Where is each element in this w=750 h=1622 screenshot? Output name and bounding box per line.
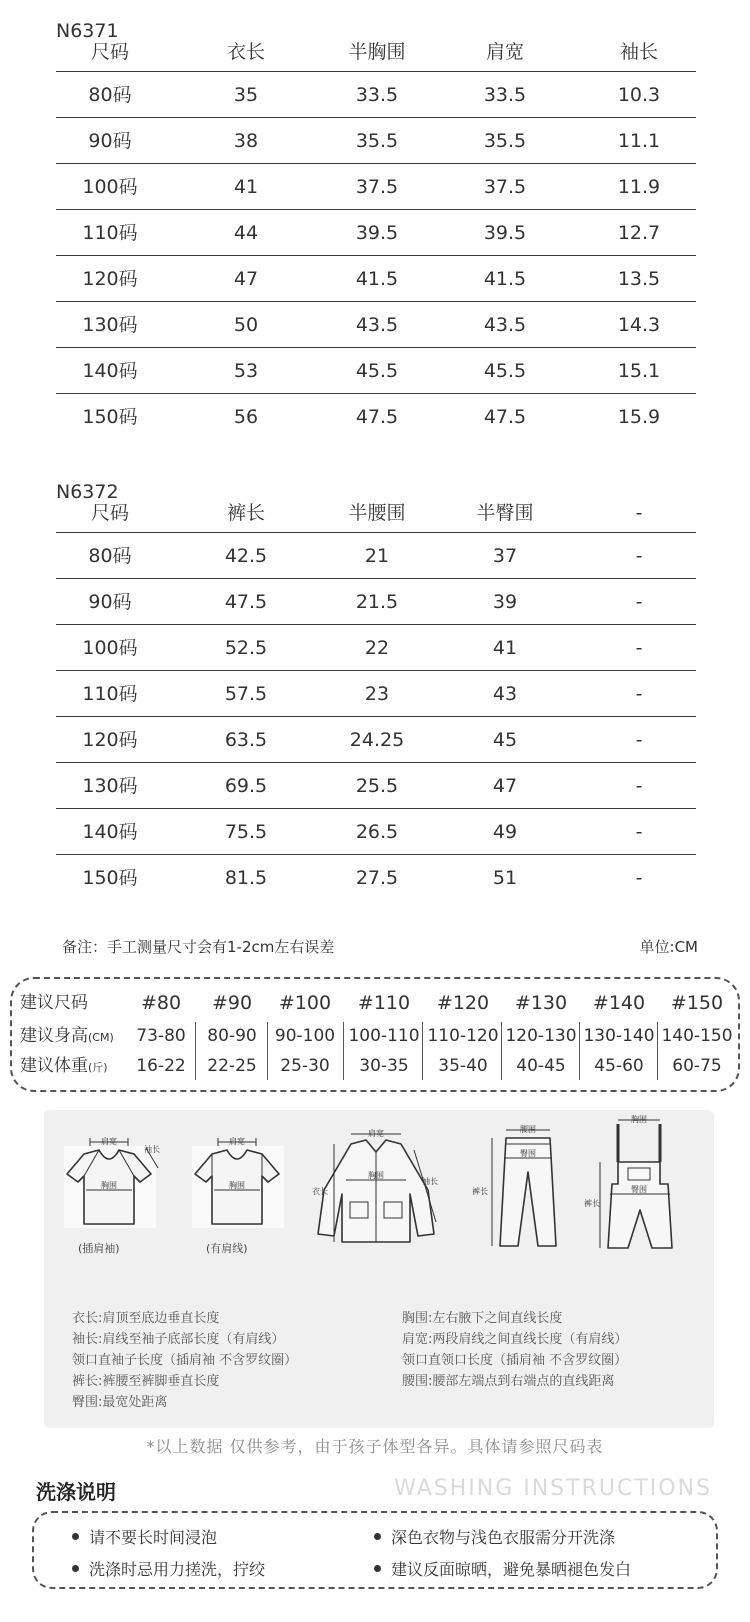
table-cell: 47.5	[355, 406, 399, 428]
table-cell: -	[635, 729, 643, 751]
table-cell: 47	[492, 775, 518, 797]
bullet-icon	[72, 1565, 79, 1572]
table-cell: 100码	[82, 637, 138, 659]
tee-raglan-figure	[54, 1128, 164, 1238]
table-cell: -	[635, 591, 643, 613]
header-cell: 裤长	[226, 502, 265, 524]
recommend-height-row	[12, 1021, 738, 1051]
label-shoulder: 肩宽	[229, 1137, 245, 1146]
label-hip: 臀围	[520, 1149, 536, 1158]
recommend-weight-label: 建议体重(斤)	[20, 1056, 108, 1076]
column-divider	[422, 1022, 423, 1080]
size-table-n6371	[56, 41, 696, 440]
label-pants-length: 裤长	[472, 1187, 488, 1196]
recommend-size-cell: #120	[436, 992, 490, 1014]
header-cell: 半臀围	[476, 502, 534, 524]
table-cell: 41.5	[355, 268, 399, 290]
table-cell: 47.5	[224, 591, 268, 613]
table-row	[56, 256, 696, 302]
table-cell: 12.7	[617, 222, 661, 244]
table-header-row	[56, 41, 696, 72]
table-cell: 35.5	[483, 130, 527, 152]
recommend-size-label: 建议尺码	[20, 993, 88, 1013]
table-cell: 50	[233, 314, 259, 336]
table-row	[56, 625, 696, 671]
table-cell: -	[635, 821, 643, 843]
table-row	[56, 164, 696, 210]
table-cell: 22	[364, 637, 390, 659]
recommend-height-cell: 130-140	[583, 1026, 655, 1046]
washing-item: 请不要长时间浸泡	[72, 1525, 217, 1548]
table-cell: 69.5	[224, 775, 268, 797]
table-row	[56, 717, 696, 763]
table-cell: 37.5	[483, 176, 527, 198]
tee-shoulder-icon	[182, 1128, 292, 1238]
table-cell: 53	[233, 360, 259, 382]
table-cell: 150码	[82, 867, 138, 889]
recommend-size-cell: #150	[670, 992, 724, 1014]
table-cell: 33.5	[483, 84, 527, 106]
weight-unit: (斤)	[88, 1061, 108, 1074]
table-row	[56, 210, 696, 256]
header-cell: 半腰围	[348, 502, 406, 524]
column-divider	[579, 1022, 580, 1080]
label-chest: 胸围	[368, 1171, 384, 1180]
column-divider	[343, 1022, 344, 1080]
recommend-size-box	[10, 977, 740, 1092]
label-sleeve: 袖长	[144, 1145, 160, 1154]
label-waist: 腰围	[520, 1125, 536, 1134]
table-cell: 41	[492, 637, 518, 659]
column-divider	[501, 1022, 502, 1080]
table-cell: 39.5	[483, 222, 527, 244]
header-cell: 尺码	[90, 502, 129, 524]
unit-label: 单位:CM	[639, 938, 698, 956]
tee-shoulder-caption: (有肩线)	[206, 1242, 248, 1255]
tee-shoulder-figure	[182, 1128, 292, 1238]
table-row	[56, 855, 696, 901]
table-cell: 38	[233, 130, 259, 152]
table-cell: -	[635, 867, 643, 889]
column-divider	[657, 1022, 658, 1080]
header-cell: 袖长	[619, 41, 658, 63]
table-cell: 33.5	[355, 84, 399, 106]
table-cell: 42.5	[224, 545, 268, 567]
washing-item: 建议反面晾晒，避免暴晒褪色发白	[374, 1557, 631, 1580]
recommend-weight-row	[12, 1051, 738, 1081]
table-cell: 100码	[82, 176, 138, 198]
washing-box	[32, 1511, 718, 1589]
bullet-icon	[72, 1533, 79, 1540]
recommend-height-cell: 110-120	[427, 1026, 499, 1046]
table-row	[56, 394, 696, 440]
definition-item: 裤长:裤腰至裤脚垂直长度	[72, 1374, 220, 1389]
recommend-weight-cell: 25-30	[280, 1056, 330, 1076]
table-cell: 43	[492, 683, 518, 705]
table-cell: 39.5	[355, 222, 399, 244]
table-cell: 25.5	[355, 775, 399, 797]
table-cell: 21	[364, 545, 390, 567]
recommend-weight-cell: 40-45	[516, 1056, 566, 1076]
definition-item: 袖长:肩线至袖子底部长度（有肩线）	[72, 1332, 285, 1347]
tee-raglan-icon	[54, 1128, 164, 1238]
recommend-size-cell: #130	[514, 992, 568, 1014]
column-divider	[267, 1022, 268, 1080]
recommend-weight-cell: 35-40	[438, 1056, 488, 1076]
table-cell: 75.5	[224, 821, 268, 843]
jacket-icon	[306, 1122, 446, 1252]
table-row	[56, 579, 696, 625]
table-cell: 24.25	[349, 729, 405, 751]
table-cell: 14.3	[617, 314, 661, 336]
measurement-remark: 备注：手工测量尺寸会有1-2cm左右误差	[62, 938, 335, 956]
table-cell: 63.5	[224, 729, 268, 751]
label-length: 衣长	[312, 1187, 328, 1196]
table-cell: 37	[492, 545, 518, 567]
table-cell: 37.5	[355, 176, 399, 198]
overalls-figure	[584, 1114, 694, 1260]
table-cell: 57.5	[224, 683, 268, 705]
definition-item: 腰围:腰部左端点到右端点的直线距离	[402, 1374, 615, 1389]
recommend-size-cell: #110	[357, 992, 411, 1014]
pants-figure	[468, 1120, 568, 1260]
tee-raglan-caption: (插肩袖)	[78, 1242, 120, 1255]
table-cell: 140码	[82, 821, 138, 843]
washing-title: 洗涤说明	[36, 1480, 116, 1504]
label-sleeve: 袖长	[422, 1177, 438, 1186]
measurement-diagram-panel	[44, 1110, 714, 1428]
recommend-weight-cell: 16-22	[136, 1056, 186, 1076]
table-cell: 45	[492, 729, 518, 751]
recommend-weight-cell: 30-35	[359, 1056, 409, 1076]
table-cell: 39	[492, 591, 518, 613]
table1-code: N6371	[56, 20, 119, 42]
table-cell: 13.5	[617, 268, 661, 290]
table-cell: 26.5	[355, 821, 399, 843]
table-row	[56, 533, 696, 579]
table-cell: 23	[364, 683, 390, 705]
definition-item: 臀围:最宽处距离	[72, 1395, 168, 1410]
recommend-weight-cell: 22-25	[207, 1056, 257, 1076]
pants-icon	[468, 1120, 568, 1260]
recommend-height-cell: 73-80	[136, 1026, 186, 1046]
label-chest: 胸围	[631, 1115, 647, 1124]
table-cell: 110码	[82, 683, 138, 705]
table-cell: 49	[492, 821, 518, 843]
header-cell: 半胸围	[348, 41, 406, 63]
recommend-height-cell: 90-100	[274, 1026, 336, 1046]
table-cell: 130码	[82, 775, 138, 797]
label-hip: 臀围	[631, 1185, 647, 1194]
table-row	[56, 671, 696, 717]
table-cell: 44	[233, 222, 259, 244]
definition-item: 肩宽:两段肩线之间直线长度（有肩线）	[402, 1332, 628, 1347]
table-cell: 90码	[88, 130, 132, 152]
table-cell: 140码	[82, 360, 138, 382]
label-shoulder: 肩宽	[101, 1137, 117, 1146]
table-cell: 35	[233, 84, 259, 106]
table-cell: 110码	[82, 222, 138, 244]
table-row	[56, 348, 696, 394]
washing-item: 深色衣物与浅色衣服需分开洗涤	[374, 1525, 615, 1548]
recommend-height-cell: 140-150	[661, 1026, 733, 1046]
header-cell: 衣长	[226, 41, 265, 63]
table-cell: 15.1	[617, 360, 661, 382]
table-cell: -	[635, 775, 643, 797]
definition-item: 衣长:肩顶至底边垂直长度	[72, 1311, 220, 1326]
table-cell: 56	[233, 406, 259, 428]
table-row	[56, 809, 696, 855]
recommend-weight-cell: 60-75	[672, 1056, 722, 1076]
table-cell: 41	[233, 176, 259, 198]
header-cell: 肩宽	[485, 41, 524, 63]
table-cell: 43.5	[483, 314, 527, 336]
table-cell: 21.5	[355, 591, 399, 613]
size-table-n6372	[56, 502, 696, 901]
table2-code: N6372	[56, 481, 119, 503]
recommend-size-cell: #80	[140, 992, 182, 1014]
label-pants-length: 裤长	[584, 1199, 600, 1208]
column-divider	[195, 1022, 196, 1080]
table-cell: -	[635, 637, 643, 659]
reference-disclaimer: *以上数据 仅供参考，由于孩子体型各异。具体请参照尺码表	[146, 1437, 604, 1456]
header-cell: 尺码	[90, 41, 129, 63]
table-cell: 120码	[82, 729, 138, 751]
definition-item: 胸围:左右腋下之间直线长度	[402, 1311, 563, 1326]
table-cell: 80码	[88, 545, 132, 567]
table-cell: 150码	[82, 406, 138, 428]
overalls-icon	[584, 1114, 694, 1260]
table-cell: 120码	[82, 268, 138, 290]
table-row	[56, 72, 696, 118]
table-cell: 41.5	[483, 268, 527, 290]
washing-item: 洗涤时忌用力搓洗，拧绞	[72, 1557, 265, 1580]
table-cell: 47	[233, 268, 259, 290]
table-cell: 45.5	[483, 360, 527, 382]
recommend-height-label: 建议身高(CM)	[20, 1026, 114, 1046]
table-cell: -	[635, 545, 643, 567]
recommend-height-cell: 120-130	[505, 1026, 577, 1046]
table-cell: 15.9	[617, 406, 661, 428]
bullet-icon	[374, 1533, 381, 1540]
bullet-icon	[374, 1565, 381, 1572]
label-chest: 胸围	[101, 1181, 117, 1190]
recommend-size-cell: #90	[211, 992, 253, 1014]
height-unit: (CM)	[88, 1031, 114, 1044]
definition-item: 领口直领口长度（插肩袖 不含罗纹圈）	[402, 1353, 628, 1368]
recommend-weight-cell: 45-60	[594, 1056, 644, 1076]
table-cell: 80码	[88, 84, 132, 106]
recommend-size-cell: #140	[592, 992, 646, 1014]
table-cell: 90码	[88, 591, 132, 613]
table-cell: 81.5	[224, 867, 268, 889]
table-cell: 11.9	[617, 176, 661, 198]
table-cell: 52.5	[224, 637, 268, 659]
table-row	[56, 302, 696, 348]
table-cell: 10.3	[617, 84, 661, 106]
jacket-figure	[306, 1122, 446, 1252]
recommend-height-cell: 100-110	[348, 1026, 420, 1046]
table-cell: 43.5	[355, 314, 399, 336]
table-cell: 45.5	[355, 360, 399, 382]
table-cell: -	[635, 683, 643, 705]
table-cell: 47.5	[483, 406, 527, 428]
label-shoulder: 肩宽	[368, 1129, 384, 1138]
table-cell: 130码	[82, 314, 138, 336]
recommend-size-row	[12, 988, 738, 1018]
table-header-row	[56, 502, 696, 533]
definition-item: 领口直袖子长度（插肩袖 不含罗纹圈）	[72, 1353, 298, 1368]
washing-title-en: WASHING INSTRUCTIONS	[394, 1476, 712, 1501]
label-chest: 胸围	[229, 1181, 245, 1190]
recommend-size-cell: #100	[278, 992, 332, 1014]
table-cell: 27.5	[355, 867, 399, 889]
table-row	[56, 118, 696, 164]
table-row	[56, 763, 696, 809]
header-cell: -	[635, 502, 643, 524]
table-cell: 35.5	[355, 130, 399, 152]
recommend-height-cell: 80-90	[207, 1026, 257, 1046]
table-cell: 51	[492, 867, 518, 889]
table-cell: 11.1	[617, 130, 661, 152]
